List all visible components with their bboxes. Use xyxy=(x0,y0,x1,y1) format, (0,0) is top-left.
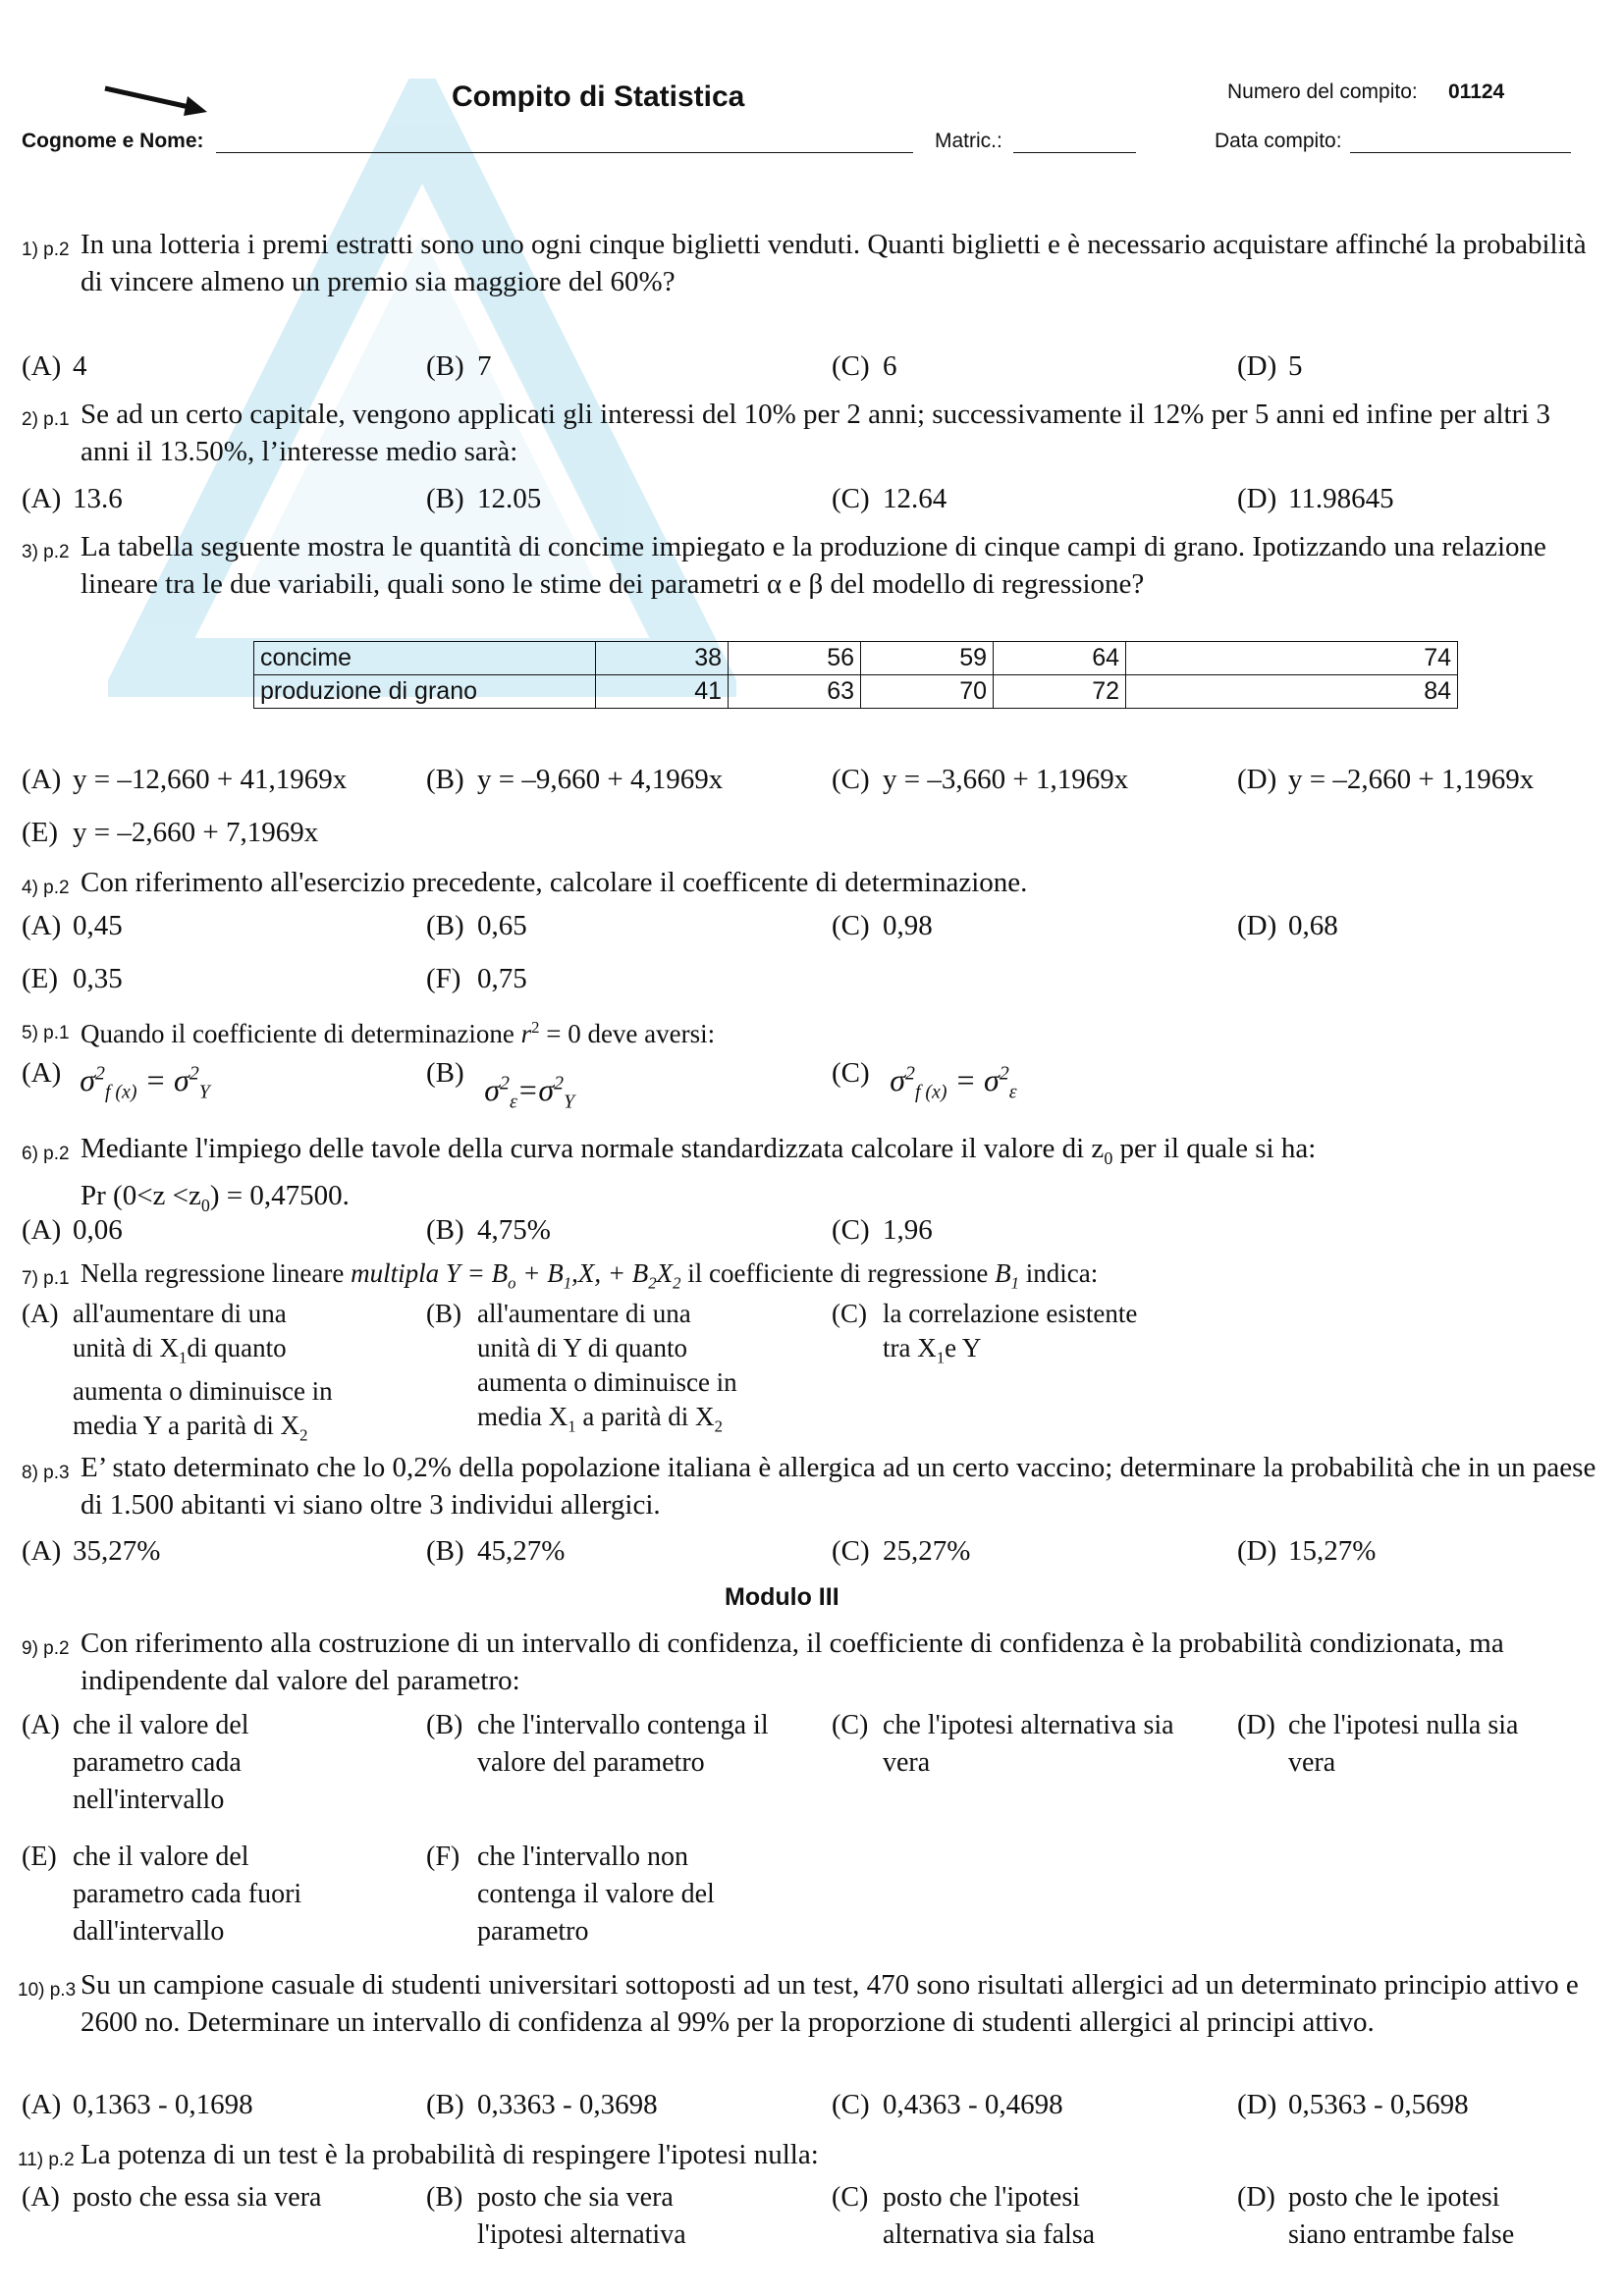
q3-option-d[interactable]: (D) y = –2,660 + 1,1969x xyxy=(1237,764,1535,795)
question-text: Quando il coefficiente di determinazione $r^2 = 0$ deve aversi: xyxy=(81,1018,716,1048)
table-cell: 72 xyxy=(994,675,1126,709)
q6-option-a[interactable]: (A) 0,06 xyxy=(22,1214,123,1246)
q7-option-b[interactable]: (B) all'aumentare di una unità di Y di quanto aumenta o diminuisce in media $X_1$ a parità di $X_2$ xyxy=(426,1299,737,1436)
q3-option-e[interactable]: (E) y = –2,660 + 7,1969x xyxy=(22,817,319,848)
question-number: 10) p.3 xyxy=(18,1980,77,2001)
q1-option-a[interactable]: (A) 4 xyxy=(22,350,87,382)
q7-option-c[interactable]: (C) la correlazione esistente tra $X_1e$ Y xyxy=(832,1299,1138,1367)
table-cell: 63 xyxy=(729,675,861,709)
q4-option-e[interactable]: (E) 0,35 xyxy=(22,963,123,994)
q8-option-c[interactable]: (C) 25,27% xyxy=(832,1535,971,1567)
q2-option-b[interactable]: (B) 12.05 xyxy=(426,483,542,514)
question-number: 3) p.2 xyxy=(22,542,70,562)
q3-option-b[interactable]: (B) y = –9,660 + 4,1969x xyxy=(426,764,724,795)
question-text: Nella regressione lineare multipla $Y = B_o + B_1,X$, + $B_2X_2$ il coefficiente di regressione $B_1$ indica: xyxy=(81,1258,1099,1293)
q7-option-a[interactable]: (A) all'aumentare di una unità di $X_1di$ quanto aumenta o diminuisce in media Y a parità di $X_2$ xyxy=(22,1299,333,1445)
matric-field[interactable] xyxy=(1013,152,1136,153)
q1-option-b[interactable]: (B) 7 xyxy=(426,350,492,382)
question-9 xyxy=(22,1625,1602,1699)
question-8 xyxy=(22,1449,1602,1523)
q9-option-e[interactable]: (E) che il valore del parametro cada fuori dall'intervallo xyxy=(22,1842,302,1947)
row-label: concime xyxy=(254,642,596,675)
question-text: La potenza di un test è la probabilità di respingere l'ipotesi nulla: xyxy=(81,2139,819,2170)
question-7 xyxy=(22,1255,1602,1302)
table-cell: 84 xyxy=(1126,675,1458,709)
table-cell: 59 xyxy=(861,642,994,675)
q9-option-b[interactable]: (B) che l'intervallo contenga il valore del parametro xyxy=(426,1710,769,1778)
date-label: Data compito: xyxy=(1215,130,1342,152)
question-text: Su un campione casuale di studenti universitari sottoposti ad un test, 470 sono risultati allergici ad un determinato principio attivo e 2600 no. Determinare un intervallo di confidenza al 99% per la proporzione di studenti allergici al principi attivo. xyxy=(81,1969,1579,2038)
question-text: Con riferimento all'esercizio precedente, calcolare il coefficente di determinazione. xyxy=(81,867,1028,898)
question-text: Se ad un certo capitale, vengono applicati gli interessi del 10% per 2 anni; successivamente il 12% per 5 anni ed infine per altri 3 anni il 13.50%, l’interesse medio sarà: xyxy=(81,399,1551,467)
table-cell: 70 xyxy=(861,675,994,709)
formula: multipla $Y = B_o + B_1,X$, + $B_2X_2$ xyxy=(351,1258,681,1293)
question-number: 6) p.2 xyxy=(22,1144,70,1164)
q8-option-b[interactable]: (B) 45,27% xyxy=(426,1535,566,1567)
formula: $\sigma^2_\varepsilon=\sigma^2_Y$ xyxy=(484,1071,575,1113)
question-number: 5) p.1 xyxy=(22,1023,70,1043)
name-label: Cognome e Nome: xyxy=(22,130,204,152)
question-2 xyxy=(22,396,1602,470)
q9-option-f[interactable]: (F) che l'intervallo non contenga il valore del parametro xyxy=(426,1842,715,1947)
formula: $\sigma^2_{f (x)} = \sigma^2_\varepsilon$ xyxy=(890,1061,1017,1103)
q4-option-f[interactable]: (F) 0,75 xyxy=(426,963,527,994)
q3-option-a[interactable]: (A) y = –12,660 + 41,1969x xyxy=(22,764,348,795)
question-number: 1) p.2 xyxy=(22,240,70,260)
question-number: 2) p.1 xyxy=(22,409,70,430)
question-1 xyxy=(22,226,1602,300)
name-field[interactable] xyxy=(216,152,913,153)
formula: $\sigma^2_{f (x)} = \sigma^2_Y$ xyxy=(80,1061,210,1103)
q10-option-a[interactable]: (A) 0,1363 - 0,1698 xyxy=(22,2089,253,2120)
question-number: 4) p.2 xyxy=(22,878,70,898)
q11-option-a[interactable]: (A) posto che essa sia vera xyxy=(22,2182,322,2213)
q8-option-a[interactable]: (A) 35,27% xyxy=(22,1535,161,1567)
question-text: Mediante l'impiego delle tavole della curva normale standardizzata calcolare il valore di $z_0$ per il quale si ha: Pr $(0<z <z_0) = 0,47500$. xyxy=(81,1133,1317,1215)
q8-option-d[interactable]: (D) 15,27% xyxy=(1237,1535,1377,1567)
q5-option-c[interactable]: (C) $\sigma^2_{f (x)} = \sigma^2_\varepsilon$ xyxy=(832,1057,1017,1103)
table-cell: 64 xyxy=(994,642,1126,675)
q6-option-b[interactable]: (B) 4,75% xyxy=(426,1214,551,1246)
data-table xyxy=(253,641,1458,709)
q4-option-d[interactable]: (D) 0,68 xyxy=(1237,910,1338,941)
matric-label: Matric.: xyxy=(935,130,1002,152)
q1-option-c[interactable]: (C) 6 xyxy=(832,350,897,382)
question-text: La tabella seguente mostra le quantità di concime impiegato e la produzione di cinque campi di grano. Ipotizzando una relazione lineare tra le due variabili, quali sono le stime dei parametri α e β del modello di regressione? xyxy=(81,531,1546,600)
q10-option-d[interactable]: (D) 0,5363 - 0,5698 xyxy=(1237,2089,1469,2120)
question-text: E’ stato determinato che lo 0,2% della popolazione italiana è allergica ad un certo vaccino; determinare la probabilità che in un paese di 1.500 abitanti vi siano oltre 3 individui allergici. xyxy=(81,1452,1596,1521)
q3-option-c[interactable]: (C) y = –3,660 + 1,1969x xyxy=(832,764,1129,795)
question-text: In una lotteria i premi estratti sono uno ogni cinque biglietti venduti. Quanti biglietti e è necessario acquistare affinché la probabilità di vincere almeno un premio sia maggiore del 60%? xyxy=(81,229,1587,297)
question-10 xyxy=(18,1966,1602,2041)
table-row xyxy=(254,675,1458,709)
table-row xyxy=(254,642,1458,675)
question-4 xyxy=(22,864,1602,901)
q5-option-b[interactable]: (B) $\sigma^2_\varepsilon=\sigma^2_Y$ xyxy=(426,1057,575,1113)
exam-title: Compito di Statistica xyxy=(452,80,745,113)
question-6 xyxy=(22,1130,1602,1224)
question-number: 9) p.2 xyxy=(22,1638,70,1659)
question-number: 11) p.2 xyxy=(18,2150,75,2170)
q6-option-c[interactable]: (C) 1,96 xyxy=(832,1214,933,1246)
q1-option-d[interactable]: (D) 5 xyxy=(1237,350,1303,382)
q9-option-a[interactable]: (A) che il valore del parametro cada nell'intervallo xyxy=(22,1710,249,1815)
compito-number: 01124 xyxy=(1448,80,1505,103)
q2-option-d[interactable]: (D) 11.98645 xyxy=(1237,483,1394,514)
row-label: produzione di grano xyxy=(254,675,596,709)
table-cell: 56 xyxy=(729,642,861,675)
q4-option-b[interactable]: (B) 0,65 xyxy=(426,910,527,941)
q5-option-a[interactable]: (A) $\sigma^2_{f (x)} = \sigma^2_Y$ xyxy=(22,1057,210,1103)
question-number: 7) p.1 xyxy=(22,1268,70,1289)
table-cell: 74 xyxy=(1126,642,1458,675)
q11-option-b[interactable]: (B) posto che sia vera l'ipotesi alternativa xyxy=(426,2182,686,2250)
compito-number-label: Numero del compito: xyxy=(1227,80,1418,103)
q4-option-a[interactable]: (A) 0,45 xyxy=(22,910,123,941)
q2-option-c[interactable]: (C) 12.64 xyxy=(832,483,947,514)
date-field[interactable] xyxy=(1350,152,1571,153)
question-text: Con riferimento alla costruzione di un intervallo di confidenza, il coefficiente di confidenza è la probabilità condizionata, ma indipendente dal valore del parametro: xyxy=(81,1628,1504,1696)
question-11 xyxy=(18,2136,1602,2173)
q11-option-c[interactable]: (C) posto che l'ipotesi alternativa sia falsa xyxy=(832,2182,1096,2250)
q11-option-d[interactable]: (D) posto che le ipotesi siano entrambe false xyxy=(1237,2182,1515,2250)
question-5 xyxy=(22,1009,1602,1052)
q10-option-c[interactable]: (C) 0,4363 - 0,4698 xyxy=(832,2089,1063,2120)
q2-option-a[interactable]: (A) 13.6 xyxy=(22,483,123,514)
section-title: Modulo III xyxy=(725,1583,839,1611)
q10-option-b[interactable]: (B) 0,3363 - 0,3698 xyxy=(426,2089,658,2120)
q4-option-c[interactable]: (C) 0,98 xyxy=(832,910,933,941)
arrow-icon xyxy=(103,80,211,120)
q9-option-c[interactable]: (C) che l'ipotesi alternativa sia vera xyxy=(832,1710,1174,1778)
table-cell: 41 xyxy=(596,675,729,709)
table-cell: 38 xyxy=(596,642,729,675)
question-3 xyxy=(22,528,1602,603)
q9-option-d[interactable]: (D) che l'ipotesi nulla sia vera xyxy=(1237,1710,1519,1778)
question-number: 8) p.3 xyxy=(22,1463,70,1483)
